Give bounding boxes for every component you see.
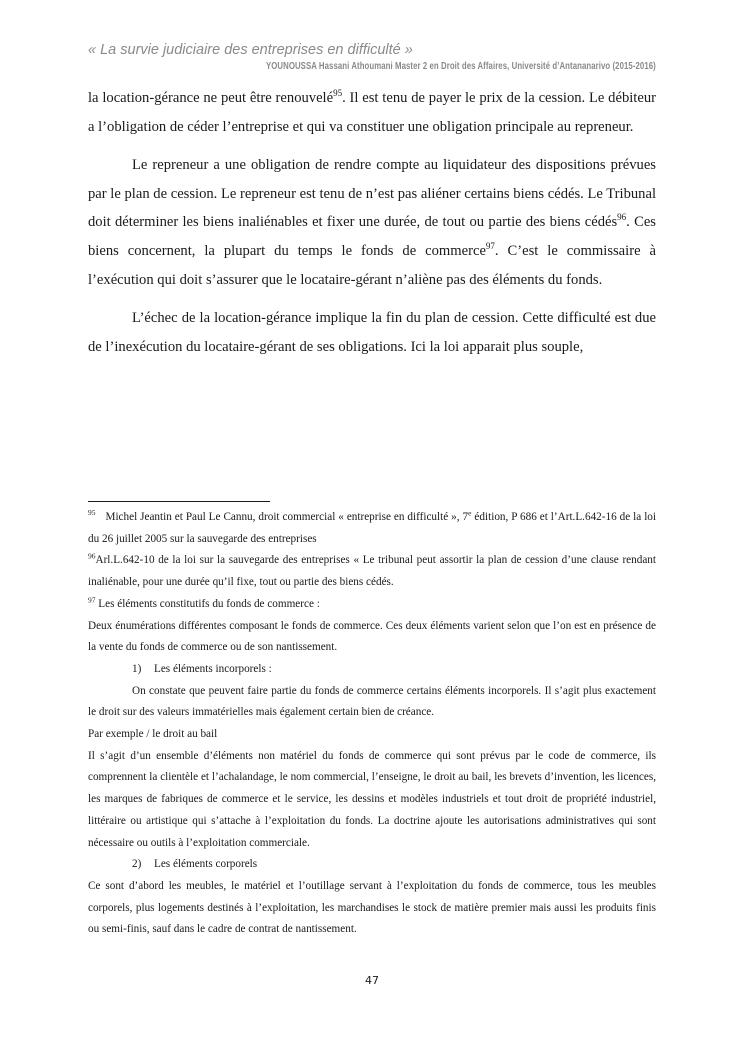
list-item-2-text: Les éléments corporels — [154, 858, 258, 871]
footnote-97-line-4: Il s’agit d’un ensemble d’éléments non matériel du fonds de commerce qui sont prévus par le code de commerce, ils comprennent la clientèle et l’achalandage, le nom commercial, l’enseigne, le droit au bail, les brevets d’invention, les licences, les marques de fabriques de commerce et le service, les dessins et modèles industriels et tout droit de propriété industriel, littéraire ou artistique qui s’attache à l’exploitation du fonds. La doctrine ajoute les autorisations administratives qui sont nécessaire ou outils à l’exploitation commerciale. — [88, 749, 656, 849]
footnote-95 — [88, 507, 656, 550]
footnote-97-line-3: Par exemple / le droit au bail — [88, 728, 218, 741]
running-header-author: YOUNOUSSA Hassani Athoumani Master 2 en Droit des Affaires, Université d’Antananarivo (2015-2016) — [266, 61, 656, 72]
paragraph-1 — [88, 84, 656, 141]
footnotes-section — [88, 507, 656, 941]
footnote-95-text-b: édition, P 686 et l’Art.L.642-16 de la loi du 26 juillet 2005 sur la sauvegarde des entreprises — [88, 511, 657, 545]
paragraph-2-text-c: . C’est le commissaire à l’exécution qui doit s’assurer que le locataire-gérant n’aliène pas des éléments du fonds. — [88, 242, 656, 288]
footnote-separator — [88, 501, 270, 502]
paragraph-2-text-a: Le repreneur a une obligation de rendre compte au liquidateur des dispositions prévues par le plan de cession. Le repreneur est tenu de n’est pas aliéner certains biens cédés. Le Tribunal doit déterminer les biens inaliénables et fixer une durée, de tout ou partie des biens cédés — [88, 157, 656, 231]
list-item-1 — [88, 659, 656, 681]
main-text — [88, 84, 656, 371]
paragraph-2-text-b: . Ces biens concernent, la plupart du temps le fonds de commerce — [88, 214, 656, 259]
list-item-1-number: 1) — [132, 662, 142, 675]
paragraph-3: L’échec de la location-gérance implique la fin du plan de cession. Cette difficulté est due de l’inexécution du locataire-gérant de ses obligations. Ici la loi apparait plus souple, — [88, 310, 656, 355]
running-header-title: « La survie judiciaire des entreprises en difficulté » — [88, 42, 413, 58]
paragraph-2 — [88, 151, 656, 294]
page-number: 47 — [365, 974, 379, 987]
footnote-97-line-1: Deux énumérations différentes composant le fonds de commerce. Ces deux éléments varient selon que l’on est en présence de la vente du fonds de commerce ou de son nantissement. — [88, 619, 656, 654]
footnote-97 — [88, 594, 656, 616]
footnote-ref-96[interactable]: 96 — [617, 212, 627, 223]
footnote-ref-95[interactable]: 95 — [333, 88, 343, 99]
footnote-95-text-a: Michel Jeantin et Paul Le Cannu, droit commercial « entreprise en difficulté », 7 — [105, 511, 469, 523]
footnote-95-ordinal: e — [468, 508, 472, 518]
paragraph-1-text-b: . Il est tenu de payer le prix de la cession. Le débiteur a l’obligation de céder l’entreprise et qui va constituer une obligation principale au repreneur. — [88, 90, 656, 135]
footnote-97-line-5: Ce sont d’abord les meubles, le matériel et l’outillage servant à l’exploitation du fonds de commerce, tous les meubles corporels, plus logements destinés à l’exploitation, les marchandises le stock de matière premier mais aussi les produits finis ou semi-finis, sauf dans le cadre de contrat de nantissement. — [88, 879, 656, 936]
footnote-96-text: Arl.L.642-10 de la loi sur la sauvegarde des entreprises « Le tribunal peut assortir la plan de cession d’une clause rendant inaliénable, pour une durée qu’il fixe, tout ou partie des biens cédés. — [88, 554, 656, 589]
list-item-2 — [88, 854, 656, 876]
paragraph-1-text-a: la location-gérance ne peut être renouvelé — [88, 90, 334, 106]
footnote-number-95: 95 — [88, 508, 96, 518]
footnote-ref-97[interactable]: 97 — [485, 241, 495, 252]
footnote-number-97: 97 — [88, 595, 96, 605]
list-item-1-text: Les éléments incorporels : — [154, 662, 272, 675]
footnote-97-heading: Les éléments constitutifs du fonds de commerce : — [95, 597, 320, 610]
footnote-number-96: 96 — [88, 551, 96, 561]
footnote-96 — [88, 550, 656, 593]
footnote-97-line-2: On constate que peuvent faire partie du fonds de commerce certains éléments incorporels. Il s’agit plus exactement le droit sur des valeurs immatérielles mais également certain bien de créance. — [88, 684, 656, 719]
list-item-2-number: 2) — [132, 858, 142, 871]
